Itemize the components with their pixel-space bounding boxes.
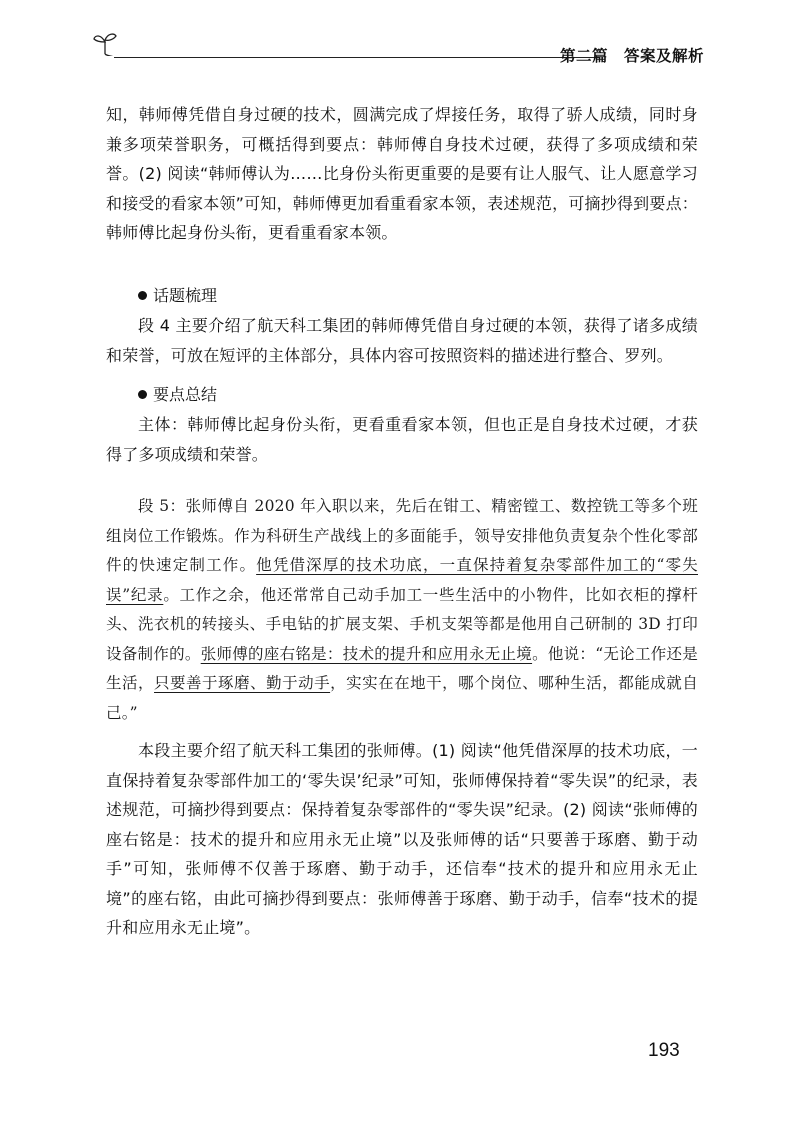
bullet-icon: [138, 291, 147, 300]
summary-heading: [138, 380, 217, 410]
paragraph-answer-continuation: 知，韩师傅凭借自身过硬的技术，圆满完成了焊接任务，取得了骄人成绩，同时身兼多项荣誉职务，可概括得到要点：韩师傅自身技术过硬，获得了多项成绩和荣誉。(2) 阅读“韩师傅认为……比身份头衔更重要的是要有让人服气、让人愿意学习和接受的看家本领”可知，韩师傅更加看重看家本领，表述规范，可摘抄得到要点：韩师傅比起身份头衔，更看重看家本领。: [106, 105, 698, 242]
sprout-icon: [92, 30, 118, 56]
page-number: 193: [648, 1040, 680, 1061]
bullet-icon: [138, 390, 147, 399]
section-title: 第二篇 答案及解析: [559, 47, 704, 65]
underlined-text-1: 他凭借深厚的技术功底，一直保持着复杂零部件加工的“零失误”纪录: [106, 556, 698, 604]
header-rule: [114, 57, 600, 58]
page-header: [92, 30, 704, 70]
summary-heading-text: 要点总结: [153, 385, 218, 404]
summary-body: 主体：韩师傅比起身份头衔，更看重看家本领，但也正是自身技术过硬，才获得了多项成绩和荣誉。: [106, 415, 698, 464]
underlined-text-2: 张师傅的座右铭是：技术的提升和应用永无止境: [200, 644, 533, 663]
topic-heading: [138, 281, 217, 311]
topic-heading-text: 话题梳理: [153, 286, 218, 305]
analysis-paragraph: 本段主要介绍了航天科工集团的张师傅。(1) 阅读“他凭借深厚的技术功底，一直保持着复杂零部件加工的‘零失误’纪录”可知，张师傅保持着“零失误”的纪录，表述规范，可摘抄得到要点：保持着复杂零部件的“零失误”纪录。(2) 阅读“张师傅的座右铭是：技术的提升和应用永无止境”以及张师傅的话“只要善于琢磨、勤于动手”可知，张师傅不仅善于琢磨、勤于动手，还信奉“技术的提升和应用永无止境”的座右铭，由此可摘抄得到要点：张师傅善于琢磨、勤于动手，信奉“技术的提升和应用永无止境”。: [106, 741, 698, 937]
source-text-3: 。他说：“无论工作还是生活，: [106, 644, 699, 692]
source-paragraph-5: [106, 492, 698, 728]
topic-body: 段 4 主要介绍了航天科工集团的韩师傅凭借自身过硬的本领，获得了诸多成绩和荣誉，可放在短评的主体部分，具体内容可按照资料的描述进行整合、罗列。: [106, 316, 698, 365]
source-text-2: 。工作之余，他还常常自己动手加工一些生活中的小物件，比如衣柜的撑杆头、洗衣机的转接头、手电钻的扩展支架、手机支架等都是他用自己研制的 3D 打印设备制作的。: [106, 585, 698, 663]
source-text-4: ，实实在在地干，哪个岗位、哪种生活，都能成就自己。”: [106, 674, 698, 722]
source-text-1: 段 5：张师傅自 2020 年入职以来，先后在钳工、精密镗工、数控铣工等多个班组岗位工作锻炼。作为科研生产战线上的多面能手，领导安排他负责复杂个性化零部件的快速定制工作。: [106, 497, 698, 574]
underlined-text-3: 只要善于琢磨、勤于动手: [154, 674, 331, 692]
